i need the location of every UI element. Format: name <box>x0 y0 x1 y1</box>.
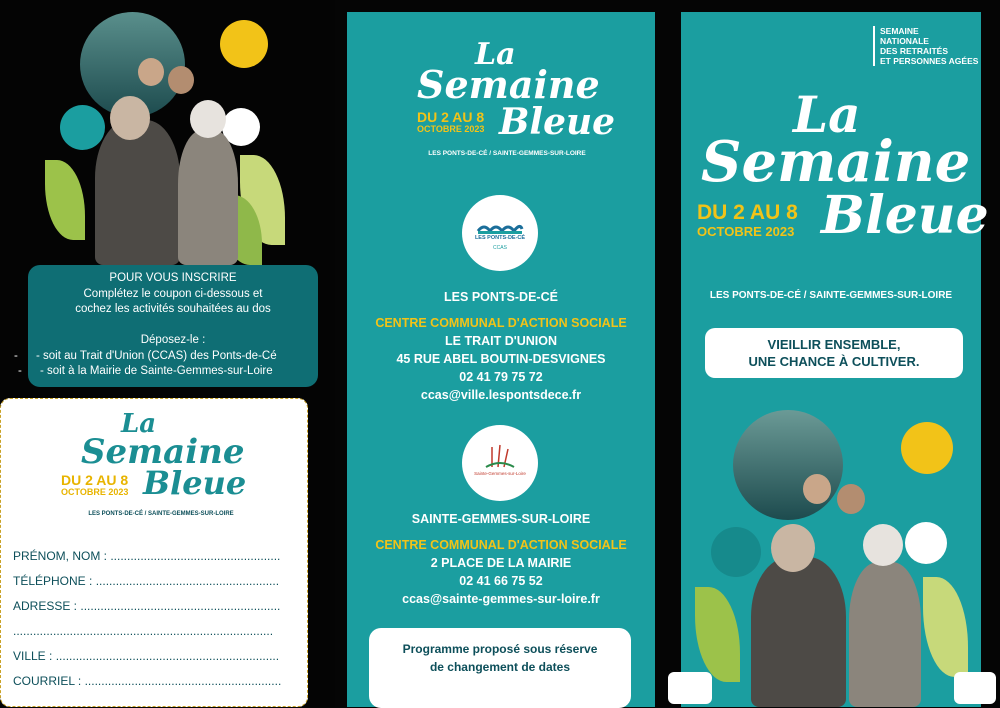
child-head <box>803 474 831 504</box>
logo-dates-month: OCTOBRE 2023 <box>697 224 795 239</box>
logo-dates-month: OCTOBRE 2023 <box>417 124 485 134</box>
middle-logo <box>407 37 616 157</box>
registration-coupon <box>0 398 308 707</box>
signup-bullet: - - soit au Trait d'Union (CCAS) des Ponts-de-Cé <box>14 350 277 362</box>
logo-la: La <box>121 409 157 439</box>
contact-address: 2 PLACE DE LA MAIRIE <box>430 556 572 570</box>
man-photo <box>95 120 180 265</box>
river-photo-circle <box>733 410 843 520</box>
woman-photo <box>849 562 921 707</box>
contact-org: CENTRE COMMUNAL D'ACTION SOCIALE <box>375 316 627 330</box>
right-panel <box>681 12 989 707</box>
contact-phone[interactable]: 02 41 79 75 72 <box>459 370 543 384</box>
name-field[interactable]: PRÉNOM, NOM : ................................................... <box>13 549 281 563</box>
email-field[interactable]: COURRIEL : ........................................................... <box>13 674 282 688</box>
contact-name: LE TRAIT D'UNION <box>445 334 557 348</box>
national-week-label: SEMAINE NATIONALE DES RETRAITÉS ET PERSONNES AGÉES <box>873 26 978 66</box>
contact-address: 45 RUE ABEL BOUTIN-DESVIGNES <box>396 352 606 366</box>
leaf-shape <box>45 160 85 240</box>
signup-bullet: - - soit à la Mairie de Sainte-Gemmes-sur-Loire <box>18 365 273 377</box>
lotus-circle <box>905 522 947 564</box>
contact-email[interactable]: ccas@ville.lespontsdece.fr <box>420 388 582 402</box>
middle-panel <box>347 12 655 707</box>
woman-head <box>190 100 226 138</box>
logo-dates: DU 2 AU 8 <box>697 201 798 224</box>
ccas-logo-text: LES PONTS-DE-CÉ <box>474 235 526 241</box>
ccas-label: CCAS <box>493 245 507 251</box>
heron-circle <box>60 105 105 150</box>
cover-towns: LES PONTS-DE-CÉ / SAINTE-GEMMES-SUR-LOIRE <box>709 290 953 301</box>
leaf-shape <box>923 577 968 677</box>
logo-semaine: Semaine <box>81 432 245 472</box>
reeds-icon <box>462 425 538 501</box>
sainte-gemmes-logo-text: Sainte-Gemmes-sur-Loire <box>474 471 526 476</box>
man-head <box>110 96 150 140</box>
tagline-line: UNE CHANCE À CULTIVER. <box>748 354 920 369</box>
signup-instructions <box>14 265 318 387</box>
logo-towns: LES PONTS-DE-CÉ / SAINTE-GEMMES-SUR-LOIRE <box>88 511 234 517</box>
woman-head <box>863 524 903 566</box>
woman-photo <box>178 130 238 265</box>
city-field[interactable]: VILLE : ................................................................... <box>13 649 280 663</box>
coupon-logo <box>61 411 261 517</box>
logo-la: La <box>793 85 861 144</box>
tagline-line: VIEILLIR ENSEMBLE, <box>767 337 901 352</box>
logo-dates: DU 2 AU 8 <box>417 109 485 125</box>
contact-town: SAINTE-GEMMES-SUR-LOIRE <box>411 512 591 526</box>
signup-line: Déposez-le : <box>140 334 206 346</box>
contact-email[interactable]: ccas@sainte-gemmes-sur-loire.fr <box>402 592 600 606</box>
address-field[interactable]: ADRESSE : ............................................................ <box>13 599 281 613</box>
phone-field[interactable]: TÉLÉPHONE : ....................................................... <box>13 574 280 588</box>
logo-towns: LES PONTS-DE-CÉ / SAINTE-GEMMES-SUR-LOIRE <box>428 150 586 157</box>
young-man-head <box>168 66 194 94</box>
logo-bleue: Bleue <box>821 185 989 246</box>
left-panel <box>0 0 335 707</box>
signup-line: Complétez le coupon ci-dessous et <box>83 288 263 300</box>
sainte-gemmes-logo-badge <box>462 425 538 501</box>
logo-bleue: Bleue <box>143 464 247 502</box>
logo-la: La <box>475 37 516 72</box>
contact-org: CENTRE COMMUNAL D'ACTION SOCIALE <box>375 538 627 552</box>
tagline-box <box>705 328 963 378</box>
contact-sainte-gemmes <box>347 510 655 608</box>
note-line: Programme proposé sous réserve <box>402 642 598 656</box>
footer-logo-ponts-de-ce <box>668 672 712 704</box>
sun-circle <box>901 422 953 474</box>
ccas-logo-badge <box>462 195 538 271</box>
note-line: de changement de dates <box>429 660 571 674</box>
footer-logo-sainte-gemmes <box>954 672 996 704</box>
child-head <box>138 58 164 86</box>
logo-semaine: Semaine <box>701 129 971 195</box>
signup-title: POUR VOUS INSCRIRE <box>109 272 237 284</box>
logo-semaine: Semaine <box>417 62 600 107</box>
contact-phone[interactable]: 02 41 66 75 52 <box>459 574 543 588</box>
heron-circle <box>711 527 761 577</box>
address-field-2[interactable]: .............................................................................. <box>13 624 274 638</box>
schedule-note <box>369 628 631 708</box>
signup-line: cochez les activités souhaitées au dos <box>75 303 271 315</box>
logo-dates: DU 2 AU 8 <box>61 472 129 488</box>
sun-circle <box>220 20 268 68</box>
cover-logo <box>693 85 989 246</box>
contact-ponts-de-ce <box>347 288 655 404</box>
man-photo <box>751 557 846 707</box>
logo-dates-month: OCTOBRE 2023 <box>61 487 129 497</box>
man-head <box>771 524 815 572</box>
logo-bleue: Bleue <box>499 101 616 143</box>
contact-town: LES PONTS-DE-CÉ <box>444 290 558 304</box>
leaf-shape <box>695 587 740 682</box>
young-man-head <box>837 484 865 514</box>
bridge-icon <box>462 195 538 271</box>
